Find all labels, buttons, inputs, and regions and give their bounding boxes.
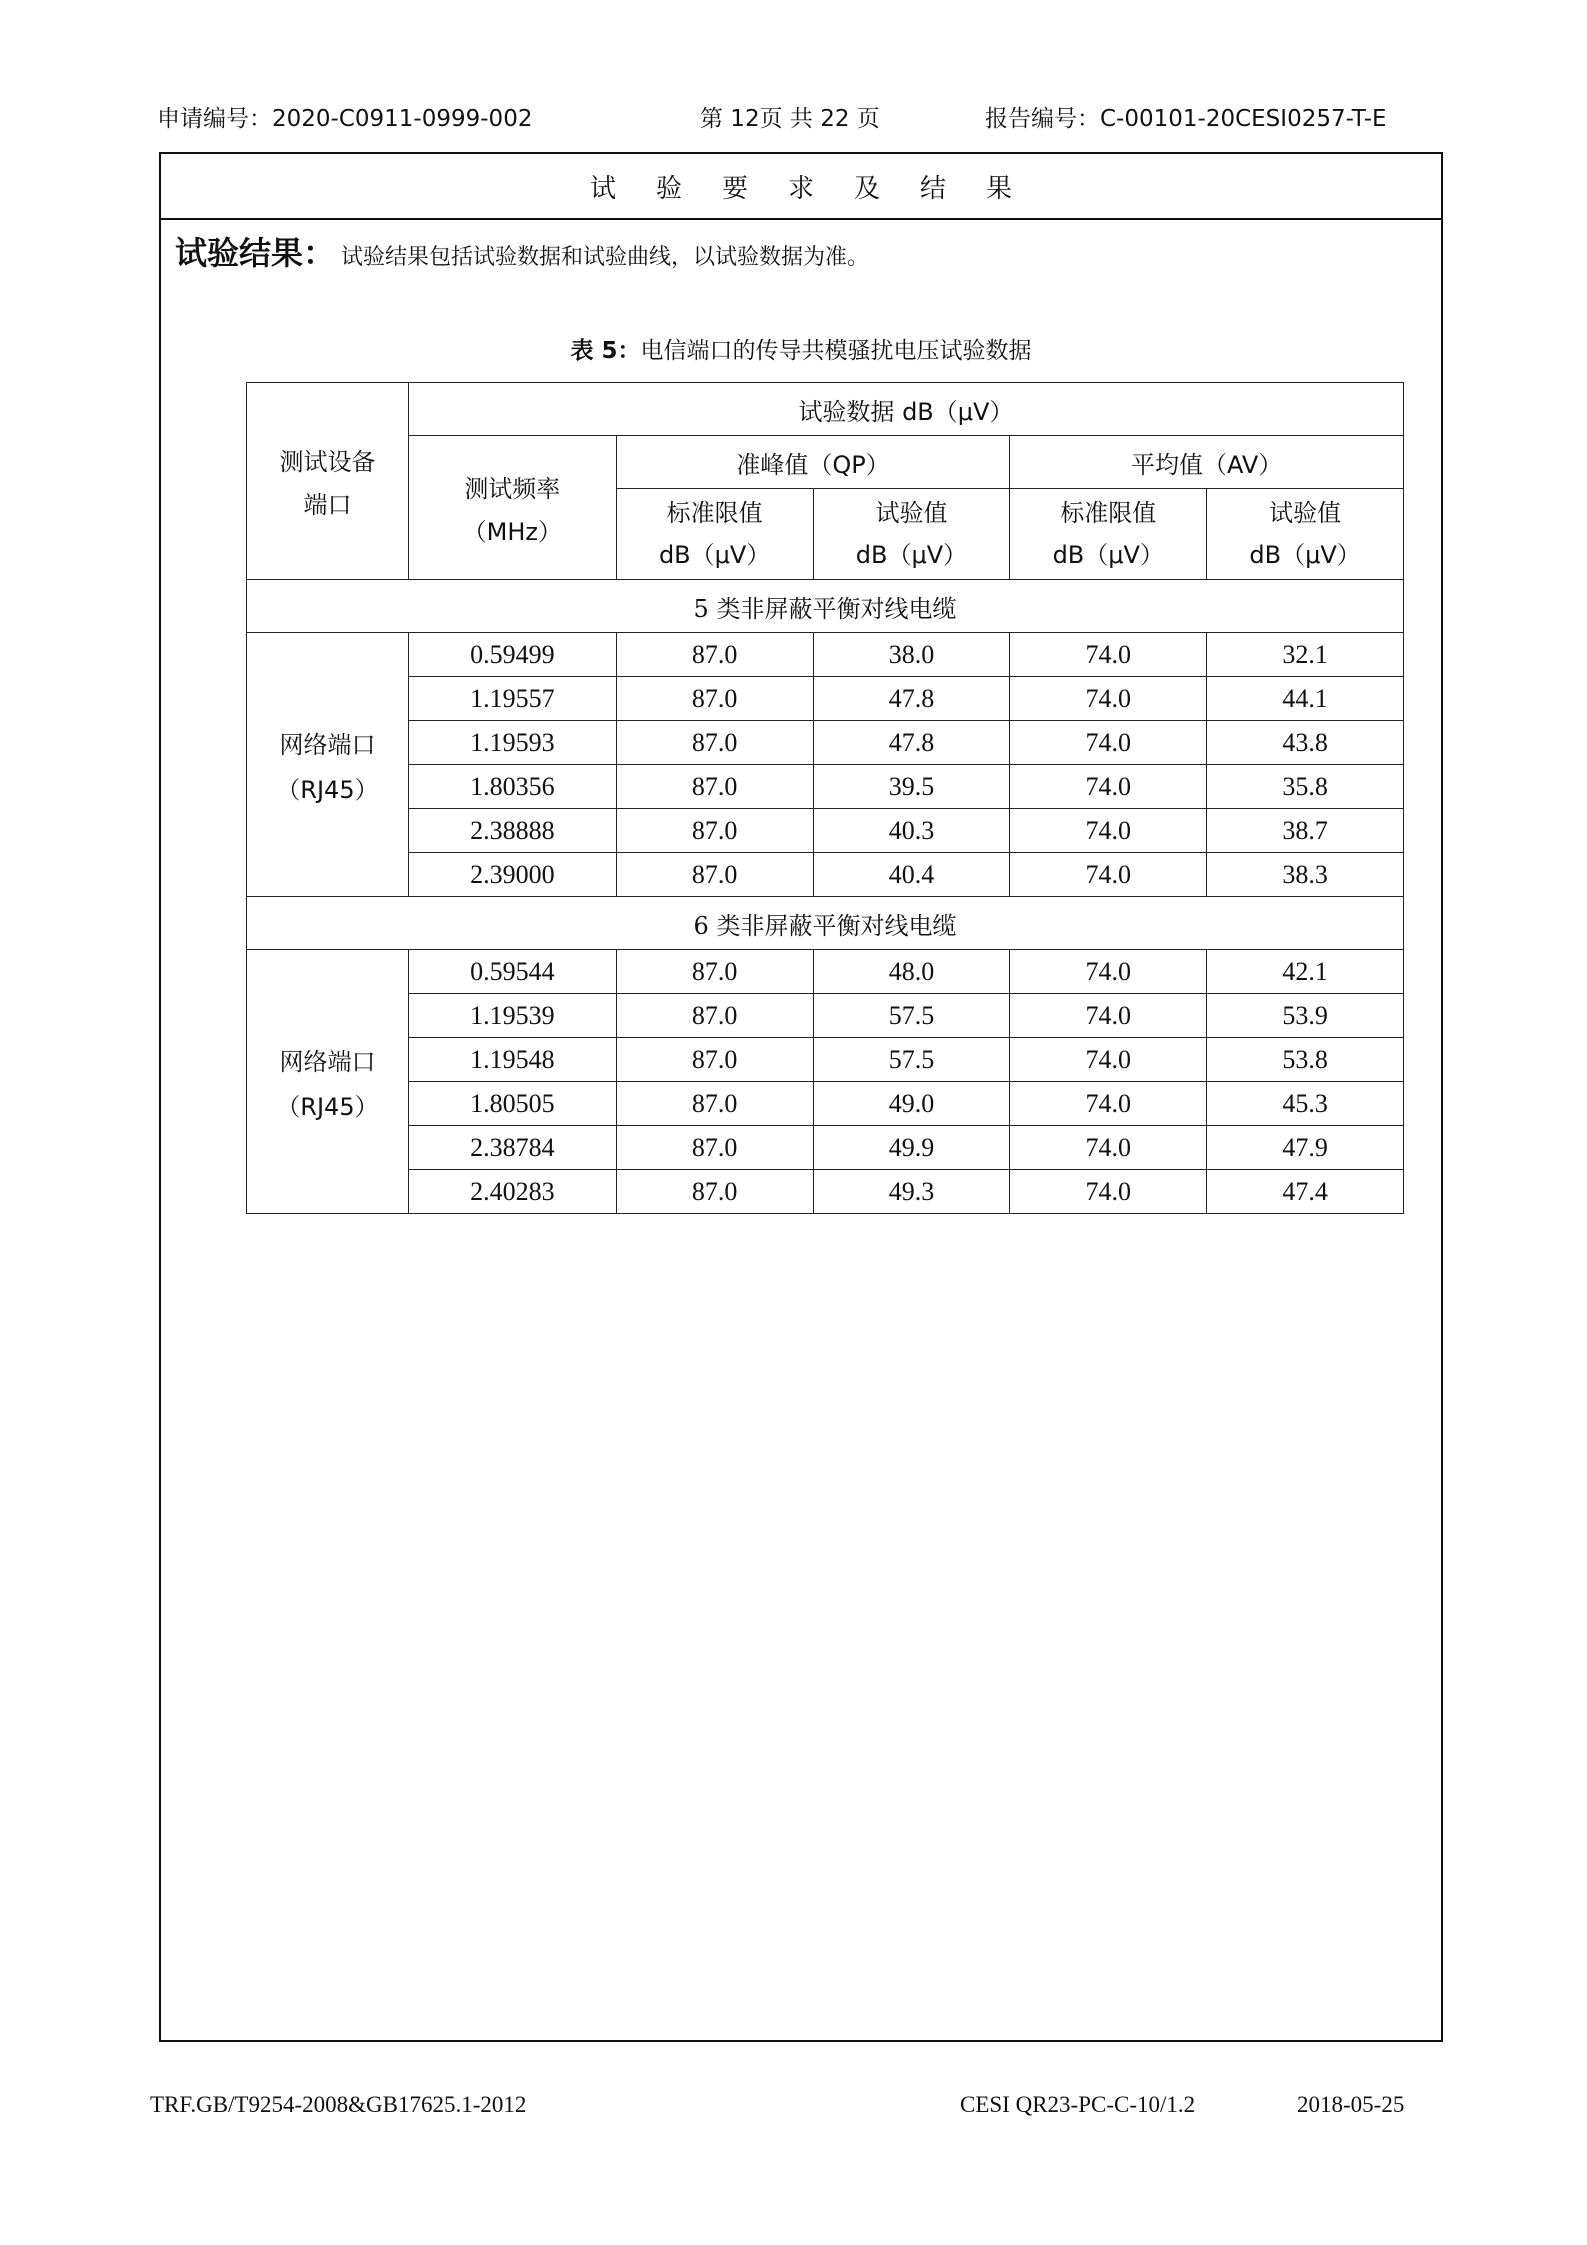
- cell-qp-value: 49.9: [813, 1126, 1010, 1170]
- cell-qp-limit: 87.0: [616, 765, 813, 809]
- table-caption: [161, 332, 1441, 365]
- cell-qp-value: 57.5: [813, 1038, 1010, 1082]
- table-row: [247, 1126, 1404, 1170]
- result-text: 试验结果包括试验数据和试验曲线，以试验数据为准。: [341, 245, 870, 270]
- table-caption-prefix: 表 5：: [570, 338, 641, 364]
- header-row-1: [247, 383, 1404, 436]
- footer-form-number: CESI QR23-PC-C-10/1.2: [960, 2092, 1196, 2117]
- cell-qp-limit: 87.0: [616, 721, 813, 765]
- header-av-value: [1207, 489, 1404, 580]
- cell-freq: 2.38888: [408, 809, 616, 853]
- cell-qp-limit: 87.0: [616, 950, 813, 994]
- table-caption-text: 电信端口的传导共模骚扰电压试验数据: [640, 338, 1032, 364]
- cell-qp-value: 40.3: [813, 809, 1010, 853]
- port-line2: （RJ45）: [276, 1092, 379, 1121]
- port-line1: 网络端口: [279, 1047, 376, 1076]
- data-table: [246, 382, 1404, 1214]
- cell-av-limit: 74.0: [1010, 721, 1207, 765]
- table-row: [247, 950, 1404, 994]
- page-info: 第 12页 共 22 页: [700, 106, 880, 132]
- cell-av-value: 53.9: [1207, 994, 1404, 1038]
- cell-freq: 0.59499: [408, 633, 616, 677]
- cell-av-limit: 74.0: [1010, 950, 1207, 994]
- table-row: [247, 1038, 1404, 1082]
- section-title-cell: 6 类非屏蔽平衡对线电缆: [247, 897, 1404, 950]
- cell-freq: 2.40283: [408, 1170, 616, 1214]
- table-row: [247, 721, 1404, 765]
- cell-av-limit: 74.0: [1010, 633, 1207, 677]
- header-frequency-line1: 测试频率: [464, 474, 561, 503]
- report-number: 报告编号：C-00101-20CESI0257-T-E: [985, 106, 1387, 132]
- header-av-limit-line1: 标准限值: [1060, 499, 1157, 527]
- header-av-value-line2: dB（μV）: [1249, 541, 1361, 569]
- footer-standard: TRF.GB/T9254-2008&GB17625.1-2012: [150, 2092, 527, 2117]
- cell-av-limit: 74.0: [1010, 677, 1207, 721]
- section-title-cell: 5 类非屏蔽平衡对线电缆: [247, 580, 1404, 633]
- cell-av-value: 32.1: [1207, 633, 1404, 677]
- header-av: 平均值（AV）: [1010, 436, 1404, 489]
- cell-av-value: 38.7: [1207, 809, 1404, 853]
- cell-qp-value: 49.3: [813, 1170, 1010, 1214]
- cell-qp-value: 48.0: [813, 950, 1010, 994]
- application-number: 申请编号：2020-C0911-0999-002: [157, 106, 533, 132]
- cell-av-limit: 74.0: [1010, 1038, 1207, 1082]
- header-qp-limit-line2: dB（μV）: [658, 541, 771, 569]
- cell-av-limit: 74.0: [1010, 853, 1207, 897]
- port-cell: [247, 950, 409, 1214]
- port-line2: （RJ45）: [276, 775, 379, 804]
- cell-qp-value: 49.0: [813, 1082, 1010, 1126]
- section-row: [247, 897, 1404, 950]
- cell-qp-limit: 87.0: [616, 677, 813, 721]
- cell-qp-limit: 87.0: [616, 853, 813, 897]
- cell-av-value: 45.3: [1207, 1082, 1404, 1126]
- header-qp-value-line2: dB（μV）: [855, 541, 968, 569]
- cell-av-limit: 74.0: [1010, 1126, 1207, 1170]
- header-qp: 准峰值（QP）: [616, 436, 1010, 489]
- result-statement: [175, 228, 869, 274]
- table-row: [247, 809, 1404, 853]
- cell-freq: 2.38784: [408, 1126, 616, 1170]
- cell-av-limit: 74.0: [1010, 765, 1207, 809]
- table-row: [247, 765, 1404, 809]
- cell-freq: 1.19539: [408, 994, 616, 1038]
- result-label: 试验结果：: [175, 234, 336, 272]
- header-qp-limit: [616, 489, 813, 580]
- cell-qp-value: 47.8: [813, 677, 1010, 721]
- cell-av-limit: 74.0: [1010, 994, 1207, 1038]
- cell-qp-value: 38.0: [813, 633, 1010, 677]
- section-title: 试验要求及结果: [161, 154, 1441, 220]
- cell-qp-value: 39.5: [813, 765, 1010, 809]
- cell-freq: 1.80505: [408, 1082, 616, 1126]
- header-qp-value: [813, 489, 1010, 580]
- table-row: [247, 1170, 1404, 1214]
- table-row: [247, 633, 1404, 677]
- port-cell: [247, 633, 409, 897]
- cell-qp-limit: 87.0: [616, 633, 813, 677]
- header-frequency: [408, 436, 616, 580]
- cell-av-value: 53.8: [1207, 1038, 1404, 1082]
- cell-qp-limit: 87.0: [616, 1126, 813, 1170]
- cell-freq: 0.59544: [408, 950, 616, 994]
- cell-av-value: 42.1: [1207, 950, 1404, 994]
- cell-qp-limit: 87.0: [616, 809, 813, 853]
- header-qp-value-line1: 试验值: [875, 499, 948, 527]
- cell-av-limit: 74.0: [1010, 809, 1207, 853]
- header-av-limit-line2: dB（μV）: [1052, 541, 1164, 569]
- footer-date: 2018-05-25: [1297, 2092, 1405, 2117]
- cell-av-value: 35.8: [1207, 765, 1404, 809]
- cell-freq: 2.39000: [408, 853, 616, 897]
- table-row: [247, 677, 1404, 721]
- header-port-line1: 测试设备: [279, 448, 376, 476]
- cell-qp-value: 47.8: [813, 721, 1010, 765]
- cell-qp-limit: 87.0: [616, 1082, 813, 1126]
- cell-av-value: 43.8: [1207, 721, 1404, 765]
- header-av-value-line1: 试验值: [1269, 499, 1342, 527]
- header-qp-limit-line1: 标准限值: [666, 499, 763, 527]
- cell-av-value: 47.4: [1207, 1170, 1404, 1214]
- port-line1: 网络端口: [279, 730, 376, 759]
- cell-freq: 1.19593: [408, 721, 616, 765]
- table-row: [247, 1082, 1404, 1126]
- cell-freq: 1.19557: [408, 677, 616, 721]
- cell-qp-value: 57.5: [813, 994, 1010, 1038]
- cell-av-value: 38.3: [1207, 853, 1404, 897]
- cell-qp-limit: 87.0: [616, 994, 813, 1038]
- cell-freq: 1.80356: [408, 765, 616, 809]
- cell-av-value: 44.1: [1207, 677, 1404, 721]
- table-row: [247, 994, 1404, 1038]
- cell-av-value: 47.9: [1207, 1126, 1404, 1170]
- cell-av-limit: 74.0: [1010, 1082, 1207, 1126]
- cell-freq: 1.19548: [408, 1038, 616, 1082]
- header-test-data: 试验数据 dB（μV）: [408, 383, 1403, 436]
- cell-qp-limit: 87.0: [616, 1170, 813, 1214]
- header-port-line2: 端口: [303, 491, 352, 519]
- cell-av-limit: 74.0: [1010, 1170, 1207, 1214]
- section-row: [247, 580, 1404, 633]
- header-row-2: [247, 436, 1404, 489]
- table-row: [247, 853, 1404, 897]
- header-port: [247, 383, 409, 580]
- content-frame: [159, 152, 1443, 2042]
- header-av-limit: [1010, 489, 1207, 580]
- cell-qp-value: 40.4: [813, 853, 1010, 897]
- header-frequency-line2: （MHz）: [462, 517, 562, 546]
- cell-qp-limit: 87.0: [616, 1038, 813, 1082]
